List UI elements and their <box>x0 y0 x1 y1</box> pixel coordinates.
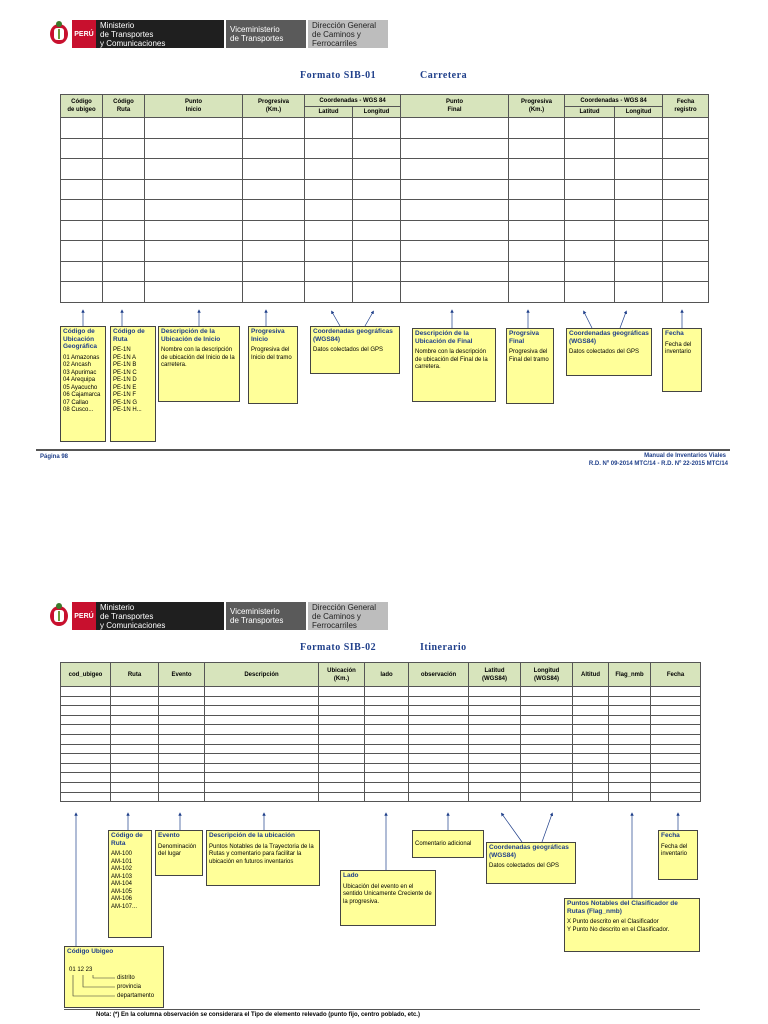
col-header-punto-final: Punto Final <box>401 95 509 118</box>
col-header-cod-ubigeo: cod_ubigeo <box>61 663 111 687</box>
box-final: Descripción de la Ubicación de Final Nombre con la descripción de ubicación del Final de la carretera. <box>412 328 496 402</box>
col-header-latitud: Latitud (WGS84) <box>469 663 521 687</box>
resolution-ref: R.D. Nº 09-2014 MTC/14 - R.D. Nº 22-2015 MTC/14 <box>588 461 728 467</box>
col-header-longitud-1: Longitud <box>353 107 401 118</box>
box-comentario: Comentario adicional <box>412 830 484 858</box>
box-coord-2: Coordenadas geográficas (WGS84) Datos colectados del GPS <box>566 328 652 376</box>
box-ubigeo: Código de Ubicación Geográfica 01 Amazonas 02 Ancash 03 Apurimac 04 Arequipa 05 Ayacucho 06 Cajamarca 07 Callao 08 Cusco... <box>60 326 106 442</box>
vice-ministry-label: Viceministerio de Transportes <box>226 602 306 630</box>
ministry-label: Ministerio de Transportes y Comunicaciones <box>96 602 224 630</box>
box-fecha-2: Fecha Fecha del inventario <box>658 830 698 880</box>
col-header-ubicacion: Ubicación (Km.) <box>319 663 365 687</box>
box-descripcion: Descripción de la ubicación Puntos Notables de la Trayectoria de la Rutas y comentario para facilitar la ubicación en futuros inventarios <box>206 830 320 886</box>
ministry-label: Ministerio de Transportes y Comunicaciones <box>96 20 224 48</box>
box-prog-inicio: Progresiva Inicio Progresiva del Inicio del tramo <box>248 326 298 404</box>
col-header-fecha: Fecha registro <box>663 95 709 118</box>
col-header-evento: Evento <box>159 663 205 687</box>
page-number: Página 98 <box>40 454 69 460</box>
box-ruta: Código de Ruta PE-1N PE-1N A PE-1N B PE-1N C PE-1N D PE-1N E PE-1N F PE-1N G PE-1N H... <box>110 326 156 442</box>
box-evento: Evento Denominación del lugar <box>155 830 203 876</box>
col-header-ruta: Código Ruta <box>103 95 145 118</box>
col-header-coordenadas-1: Coordenadas - WGS 84 <box>305 95 401 107</box>
col-header-progresiva-2: Progresiva (Km.) <box>509 95 565 118</box>
box-prog-final: Progrsiva Final Progresiva del Final del tramo <box>506 328 554 404</box>
ubigeo-code: 01 12 23 <box>69 967 93 973</box>
col-header-flag: Flag_nmb <box>609 663 651 687</box>
ubigeo-level-distrito: distrito <box>117 975 135 981</box>
box-inicio: Descripción de la Ubicación de Inicio Nombre con la descripción de ubicación del Inicio de la carretera. <box>158 326 240 402</box>
col-header-observacion: observación <box>409 663 469 687</box>
col-header-coordenadas-2: Coordenadas - WGS 84 <box>565 95 663 107</box>
sib02-title-code: Formato SIB-02 <box>300 642 377 653</box>
ubigeo-level-departamento: departamento <box>117 993 155 999</box>
peru-logo: PERÚ <box>72 602 96 630</box>
col-header-progresiva-1: Progresiva (Km.) <box>243 95 305 118</box>
sib01-title-code: Formato SIB-01 <box>300 70 377 81</box>
col-header-ruta: Ruta <box>111 663 159 687</box>
col-header-latitud-2: Latitud <box>565 107 615 118</box>
box-ubigeo-2: Código Ubigeo 01 12 23 distrito provincia departamento <box>64 946 164 1008</box>
ubigeo-list: 01 Amazonas 02 Ancash 03 Apurimac 04 Arequipa 05 Ayacucho 06 Cajamarca 07 Callao 08 Cusco... <box>63 354 101 413</box>
sib01-title-name: Carretera <box>420 70 468 81</box>
col-header-latitud-1: Latitud <box>305 107 353 118</box>
col-header-altitud: Altitud <box>573 663 609 687</box>
col-header-descripcion: Descripción <box>205 663 319 687</box>
footnote: Nota: (*) En la columna observación se considerara el Tipo de elemento relevado (punto fijo, centro poblado, etc.) <box>96 1012 420 1018</box>
ubigeo-level-provincia: provincia <box>117 984 142 990</box>
col-header-longitud: Longitud (WGS84) <box>521 663 573 687</box>
box-lado: Lado Ubicación del evento en el sentido Unicamente Creciente de la progresiva. <box>340 870 436 926</box>
direction-label: Dirección General de Caminos y Ferrocarriles <box>308 602 388 630</box>
sib02-title-name: Itinerario <box>420 642 467 653</box>
col-header-fecha: Fecha <box>651 663 701 687</box>
box-coord-1: Coordenadas geográficas (WGS84) Datos colectados del GPS <box>310 326 400 374</box>
box-flag: Puntos Notables del Clasificador de Rutas (Flag_nmb) X Punto descrito en el Clasificador Y Punto No descrito en el Clasificador. <box>564 898 700 952</box>
col-header-lado: lado <box>365 663 409 687</box>
vice-ministry-label: Viceministerio de Transportes <box>226 20 306 48</box>
col-header-punto-inicio: Punto Inicio <box>145 95 243 118</box>
box-coord-3: Coordenadas geográficas (WGS84) Datos colectados del GPS <box>486 842 576 884</box>
col-header-longitud-2: Longitud <box>615 107 663 118</box>
direction-label: Dirección General de Caminos y Ferrocarriles <box>308 20 388 48</box>
box-fecha-1: Fecha Fecha del inventario <box>662 328 702 392</box>
col-header-ubigeo: Código de ubigeo <box>61 95 103 118</box>
manual-name: Manual de Inventarios Viales <box>644 453 726 459</box>
box-ruta-2: Código de Ruta AM-100 AM-101 AM-102 AM-103 AM-104 AM-105 AM-106 AM-107... <box>108 830 152 938</box>
peru-logo: PERÚ <box>72 20 96 48</box>
